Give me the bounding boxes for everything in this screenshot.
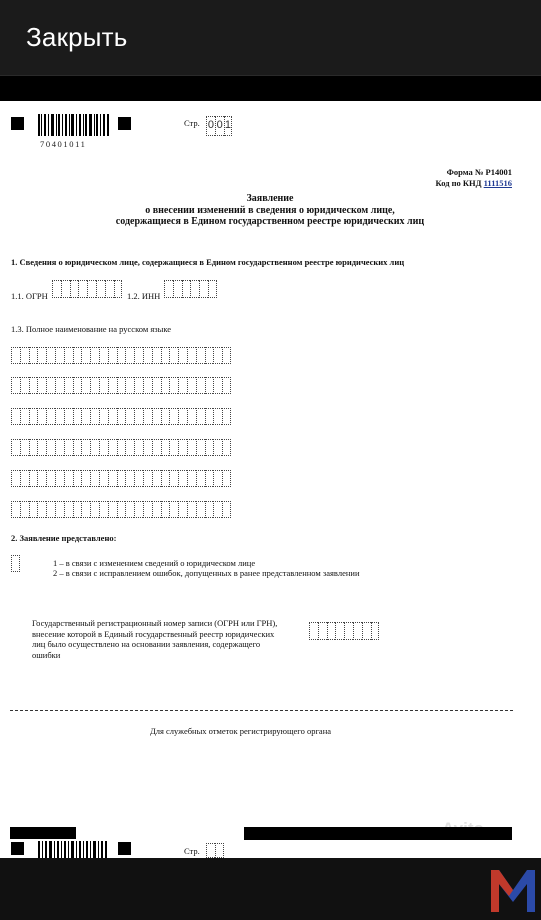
char-cell[interactable]: [52, 280, 61, 298]
char-cell[interactable]: [117, 347, 126, 364]
char-cell[interactable]: [29, 439, 38, 456]
char-cell[interactable]: [134, 408, 143, 425]
grn-input[interactable]: [309, 622, 379, 640]
char-cell[interactable]: [208, 280, 217, 298]
char-cell[interactable]: [55, 439, 64, 456]
char-cell[interactable]: [99, 470, 108, 487]
char-cell[interactable]: [169, 501, 178, 518]
ogrn-input[interactable]: [52, 280, 122, 298]
char-cell[interactable]: [362, 622, 371, 640]
service-note: Для служебных отметок регистрирующего органа: [149, 726, 332, 736]
char-cell[interactable]: [213, 439, 222, 456]
char-cell[interactable]: [213, 377, 222, 394]
option-1-text: 1 – в связи с изменением сведений о юридическом лице: [53, 558, 256, 568]
full-name-input-row[interactable]: [11, 408, 231, 425]
char-cell[interactable]: [20, 501, 29, 518]
char-cell[interactable]: [81, 408, 90, 425]
char-cell[interactable]: [99, 377, 108, 394]
m-logo-icon: [489, 866, 537, 914]
page-digit: 0: [215, 116, 224, 136]
redaction-bar: [10, 827, 76, 839]
section1-heading: 1. Сведения о юридическом лице, содержащиеся в Едином государственном реестре юридических лиц: [11, 257, 405, 267]
char-cell[interactable]: [182, 280, 191, 298]
char-cell[interactable]: [73, 377, 82, 394]
char-cell[interactable]: [99, 501, 108, 518]
option-2-text: 2 – в связи с исправлением ошибок, допущенных в ранее представленном заявлении: [53, 568, 360, 578]
char-cell[interactable]: [29, 501, 38, 518]
char-cell[interactable]: [222, 501, 231, 518]
char-cell[interactable]: [318, 622, 327, 640]
char-cell[interactable]: [37, 470, 46, 487]
char-cell[interactable]: [196, 501, 205, 518]
char-cell[interactable]: [90, 377, 99, 394]
char-cell[interactable]: [222, 439, 231, 456]
char-cell[interactable]: [152, 439, 161, 456]
char-cell[interactable]: [187, 408, 196, 425]
page-number-cells: [206, 116, 232, 136]
char-cell[interactable]: [46, 408, 55, 425]
char-cell[interactable]: [161, 408, 170, 425]
char-cell[interactable]: [125, 347, 134, 364]
char-cell[interactable]: [134, 501, 143, 518]
char-cell[interactable]: [125, 408, 134, 425]
char-cell[interactable]: [222, 377, 231, 394]
char-cell[interactable]: [46, 347, 55, 364]
char-cell[interactable]: [108, 408, 117, 425]
char-cell[interactable]: [178, 470, 187, 487]
char-cell[interactable]: [169, 347, 178, 364]
char-cell[interactable]: [37, 501, 46, 518]
char-cell[interactable]: [161, 501, 170, 518]
char-cell[interactable]: [161, 439, 170, 456]
char-cell[interactable]: [199, 280, 208, 298]
char-cell[interactable]: [90, 408, 99, 425]
char-cell[interactable]: [125, 501, 134, 518]
char-cell[interactable]: [29, 408, 38, 425]
char-cell[interactable]: [205, 377, 214, 394]
char-cell[interactable]: [108, 347, 117, 364]
divider-dashed: [10, 710, 513, 711]
char-cell[interactable]: [178, 439, 187, 456]
char-cell[interactable]: [29, 377, 38, 394]
section2-heading: 2. Заявление представлено:: [11, 533, 117, 543]
char-cell[interactable]: [99, 408, 108, 425]
char-cell[interactable]: [213, 501, 222, 518]
char-cell[interactable]: [205, 347, 214, 364]
char-cell[interactable]: [70, 280, 79, 298]
char-cell[interactable]: [64, 408, 73, 425]
char-cell[interactable]: [344, 622, 353, 640]
top-bar: [0, 0, 541, 76]
char-cell[interactable]: [187, 470, 196, 487]
char-cell[interactable]: [105, 280, 114, 298]
char-cell[interactable]: [64, 347, 73, 364]
char-cell[interactable]: [125, 470, 134, 487]
barcode-number: 70401011: [40, 139, 87, 149]
char-cell[interactable]: [55, 501, 64, 518]
char-cell[interactable]: [73, 408, 82, 425]
char-cell[interactable]: [164, 280, 173, 298]
char-cell[interactable]: [46, 470, 55, 487]
char-cell[interactable]: [64, 439, 73, 456]
char-cell[interactable]: [46, 501, 55, 518]
char-cell[interactable]: [11, 439, 20, 456]
char-cell[interactable]: [213, 408, 222, 425]
char-cell[interactable]: [222, 470, 231, 487]
char-cell[interactable]: [108, 470, 117, 487]
char-cell[interactable]: [143, 347, 152, 364]
char-cell[interactable]: [152, 470, 161, 487]
full-name-input-row[interactable]: [11, 501, 231, 518]
char-cell[interactable]: [64, 470, 73, 487]
corner-marker: [11, 117, 24, 130]
document-title: Заявление о внесении изменений в сведения о юридическом лице, содержащиеся в Едином государственном реестре юридических лиц: [115, 193, 425, 227]
char-cell[interactable]: [108, 439, 117, 456]
char-cell[interactable]: [125, 377, 134, 394]
char-cell[interactable]: [99, 439, 108, 456]
char-cell[interactable]: [178, 347, 187, 364]
char-cell[interactable]: [143, 377, 152, 394]
knd-code-link[interactable]: 1111516: [483, 178, 512, 188]
char-cell[interactable]: [99, 347, 108, 364]
char-cell[interactable]: [114, 280, 123, 298]
char-cell[interactable]: [108, 501, 117, 518]
char-cell[interactable]: [73, 501, 82, 518]
char-cell[interactable]: [335, 622, 344, 640]
char-cell[interactable]: [213, 470, 222, 487]
page-label: Стр.: [184, 118, 200, 128]
char-cell[interactable]: [222, 347, 231, 364]
full-name-input-row[interactable]: [11, 439, 231, 456]
char-cell[interactable]: [187, 439, 196, 456]
char-cell[interactable]: [73, 347, 82, 364]
char-cell[interactable]: [178, 408, 187, 425]
char-cell[interactable]: [187, 347, 196, 364]
ogrn-label: 1.1. ОГРН: [11, 291, 48, 301]
char-cell[interactable]: [37, 439, 46, 456]
char-cell[interactable]: [353, 622, 362, 640]
char-cell[interactable]: [143, 439, 152, 456]
char-cell[interactable]: [55, 470, 64, 487]
char-cell[interactable]: [196, 439, 205, 456]
char-cell[interactable]: [309, 622, 318, 640]
char-cell[interactable]: [143, 501, 152, 518]
char-cell[interactable]: [125, 439, 134, 456]
char-cell[interactable]: [90, 439, 99, 456]
char-cell[interactable]: [134, 470, 143, 487]
char-cell[interactable]: [152, 408, 161, 425]
char-cell[interactable]: [117, 439, 126, 456]
char-cell[interactable]: [73, 470, 82, 487]
char-cell[interactable]: [55, 347, 64, 364]
char-cell[interactable]: [117, 501, 126, 518]
char-cell[interactable]: [117, 377, 126, 394]
char-cell[interactable]: [117, 408, 126, 425]
char-cell[interactable]: [169, 439, 178, 456]
char-cell[interactable]: [222, 408, 231, 425]
char-cell[interactable]: [108, 377, 117, 394]
char-cell[interactable]: [196, 347, 205, 364]
form-number: Форма № Р14001 Код по КНД 1111516: [435, 167, 512, 188]
char-cell[interactable]: [134, 377, 143, 394]
char-cell[interactable]: [161, 470, 170, 487]
grn-description: Государственный регистрационный номер записи (ОГРН или ГРН), внесение которой в Единый государственный реестр юридических лиц было осуществлено на основании заявления, содержащего ошибки: [32, 618, 278, 660]
char-cell[interactable]: [90, 347, 99, 364]
char-cell[interactable]: [371, 622, 380, 640]
char-cell[interactable]: [29, 470, 38, 487]
char-cell[interactable]: [20, 347, 29, 364]
char-cell[interactable]: [327, 622, 336, 640]
char-cell[interactable]: [37, 347, 46, 364]
char-cell[interactable]: [81, 501, 90, 518]
char-cell[interactable]: [87, 280, 96, 298]
corner-marker: [118, 842, 131, 855]
char-cell[interactable]: [178, 377, 187, 394]
char-cell[interactable]: [55, 377, 64, 394]
char-cell[interactable]: [20, 470, 29, 487]
char-cell[interactable]: [196, 470, 205, 487]
char-cell[interactable]: [20, 377, 29, 394]
page-label: Стр.: [184, 846, 200, 856]
char-cell[interactable]: [161, 347, 170, 364]
char-cell[interactable]: [11, 501, 20, 518]
page-digit: 0: [206, 116, 215, 136]
char-cell[interactable]: [55, 408, 64, 425]
char-cell[interactable]: [143, 470, 152, 487]
char-cell[interactable]: [205, 408, 214, 425]
corner-marker: [11, 842, 24, 855]
char-cell[interactable]: [73, 439, 82, 456]
char-cell[interactable]: [152, 501, 161, 518]
char-cell[interactable]: [96, 280, 105, 298]
char-cell[interactable]: [37, 408, 46, 425]
char-cell[interactable]: [46, 439, 55, 456]
char-cell[interactable]: [20, 439, 29, 456]
redaction-bar: [244, 827, 512, 840]
char-cell[interactable]: [187, 377, 196, 394]
char-cell[interactable]: [169, 377, 178, 394]
char-cell[interactable]: [11, 408, 20, 425]
char-cell[interactable]: [152, 377, 161, 394]
bottom-bar: [0, 858, 541, 920]
char-cell[interactable]: [37, 377, 46, 394]
char-cell[interactable]: [196, 408, 205, 425]
char-cell[interactable]: [81, 347, 90, 364]
inn-input[interactable]: [164, 280, 217, 298]
char-cell[interactable]: [11, 470, 20, 487]
full-name-input-row[interactable]: [11, 347, 231, 364]
char-cell[interactable]: [81, 439, 90, 456]
char-cell[interactable]: [196, 377, 205, 394]
page-number-cells: [206, 843, 224, 858]
page-digit: 1: [224, 116, 233, 136]
char-cell[interactable]: [213, 347, 222, 364]
full-name-label: 1.3. Полное наименование на русском языке: [11, 324, 172, 334]
reason-code-input[interactable]: [11, 555, 20, 572]
char-cell[interactable]: [134, 347, 143, 364]
corner-marker: [118, 117, 131, 130]
char-cell[interactable]: [169, 408, 178, 425]
char-cell[interactable]: [61, 280, 70, 298]
full-name-input-row[interactable]: [11, 377, 231, 394]
char-cell[interactable]: [143, 408, 152, 425]
char-cell[interactable]: [20, 408, 29, 425]
char-cell[interactable]: [64, 377, 73, 394]
char-cell[interactable]: [64, 501, 73, 518]
barcode-image: [38, 114, 110, 136]
char-cell[interactable]: [90, 501, 99, 518]
char-cell[interactable]: [205, 501, 214, 518]
char-cell[interactable]: [178, 501, 187, 518]
inn-label: 1.2. ИНН: [127, 291, 161, 301]
char-cell[interactable]: [205, 470, 214, 487]
char-cell[interactable]: [134, 439, 143, 456]
char-cell[interactable]: [90, 470, 99, 487]
char-cell[interactable]: [190, 280, 199, 298]
char-cell[interactable]: [152, 347, 161, 364]
char-cell[interactable]: [187, 501, 196, 518]
char-cell[interactable]: [78, 280, 87, 298]
char-cell[interactable]: [169, 470, 178, 487]
char-cell[interactable]: [46, 377, 55, 394]
char-cell[interactable]: [11, 377, 20, 394]
char-cell[interactable]: [173, 280, 182, 298]
close-button[interactable]: Закрыть: [26, 22, 128, 52]
char-cell[interactable]: [205, 439, 214, 456]
barcode-image: [38, 841, 110, 858]
document-page: [0, 101, 541, 858]
char-cell[interactable]: [81, 470, 90, 487]
char-cell[interactable]: [117, 470, 126, 487]
full-name-input-row[interactable]: [11, 470, 231, 487]
char-cell[interactable]: [29, 347, 38, 364]
char-cell[interactable]: [11, 347, 20, 364]
char-cell[interactable]: [81, 377, 90, 394]
char-cell[interactable]: [161, 377, 170, 394]
